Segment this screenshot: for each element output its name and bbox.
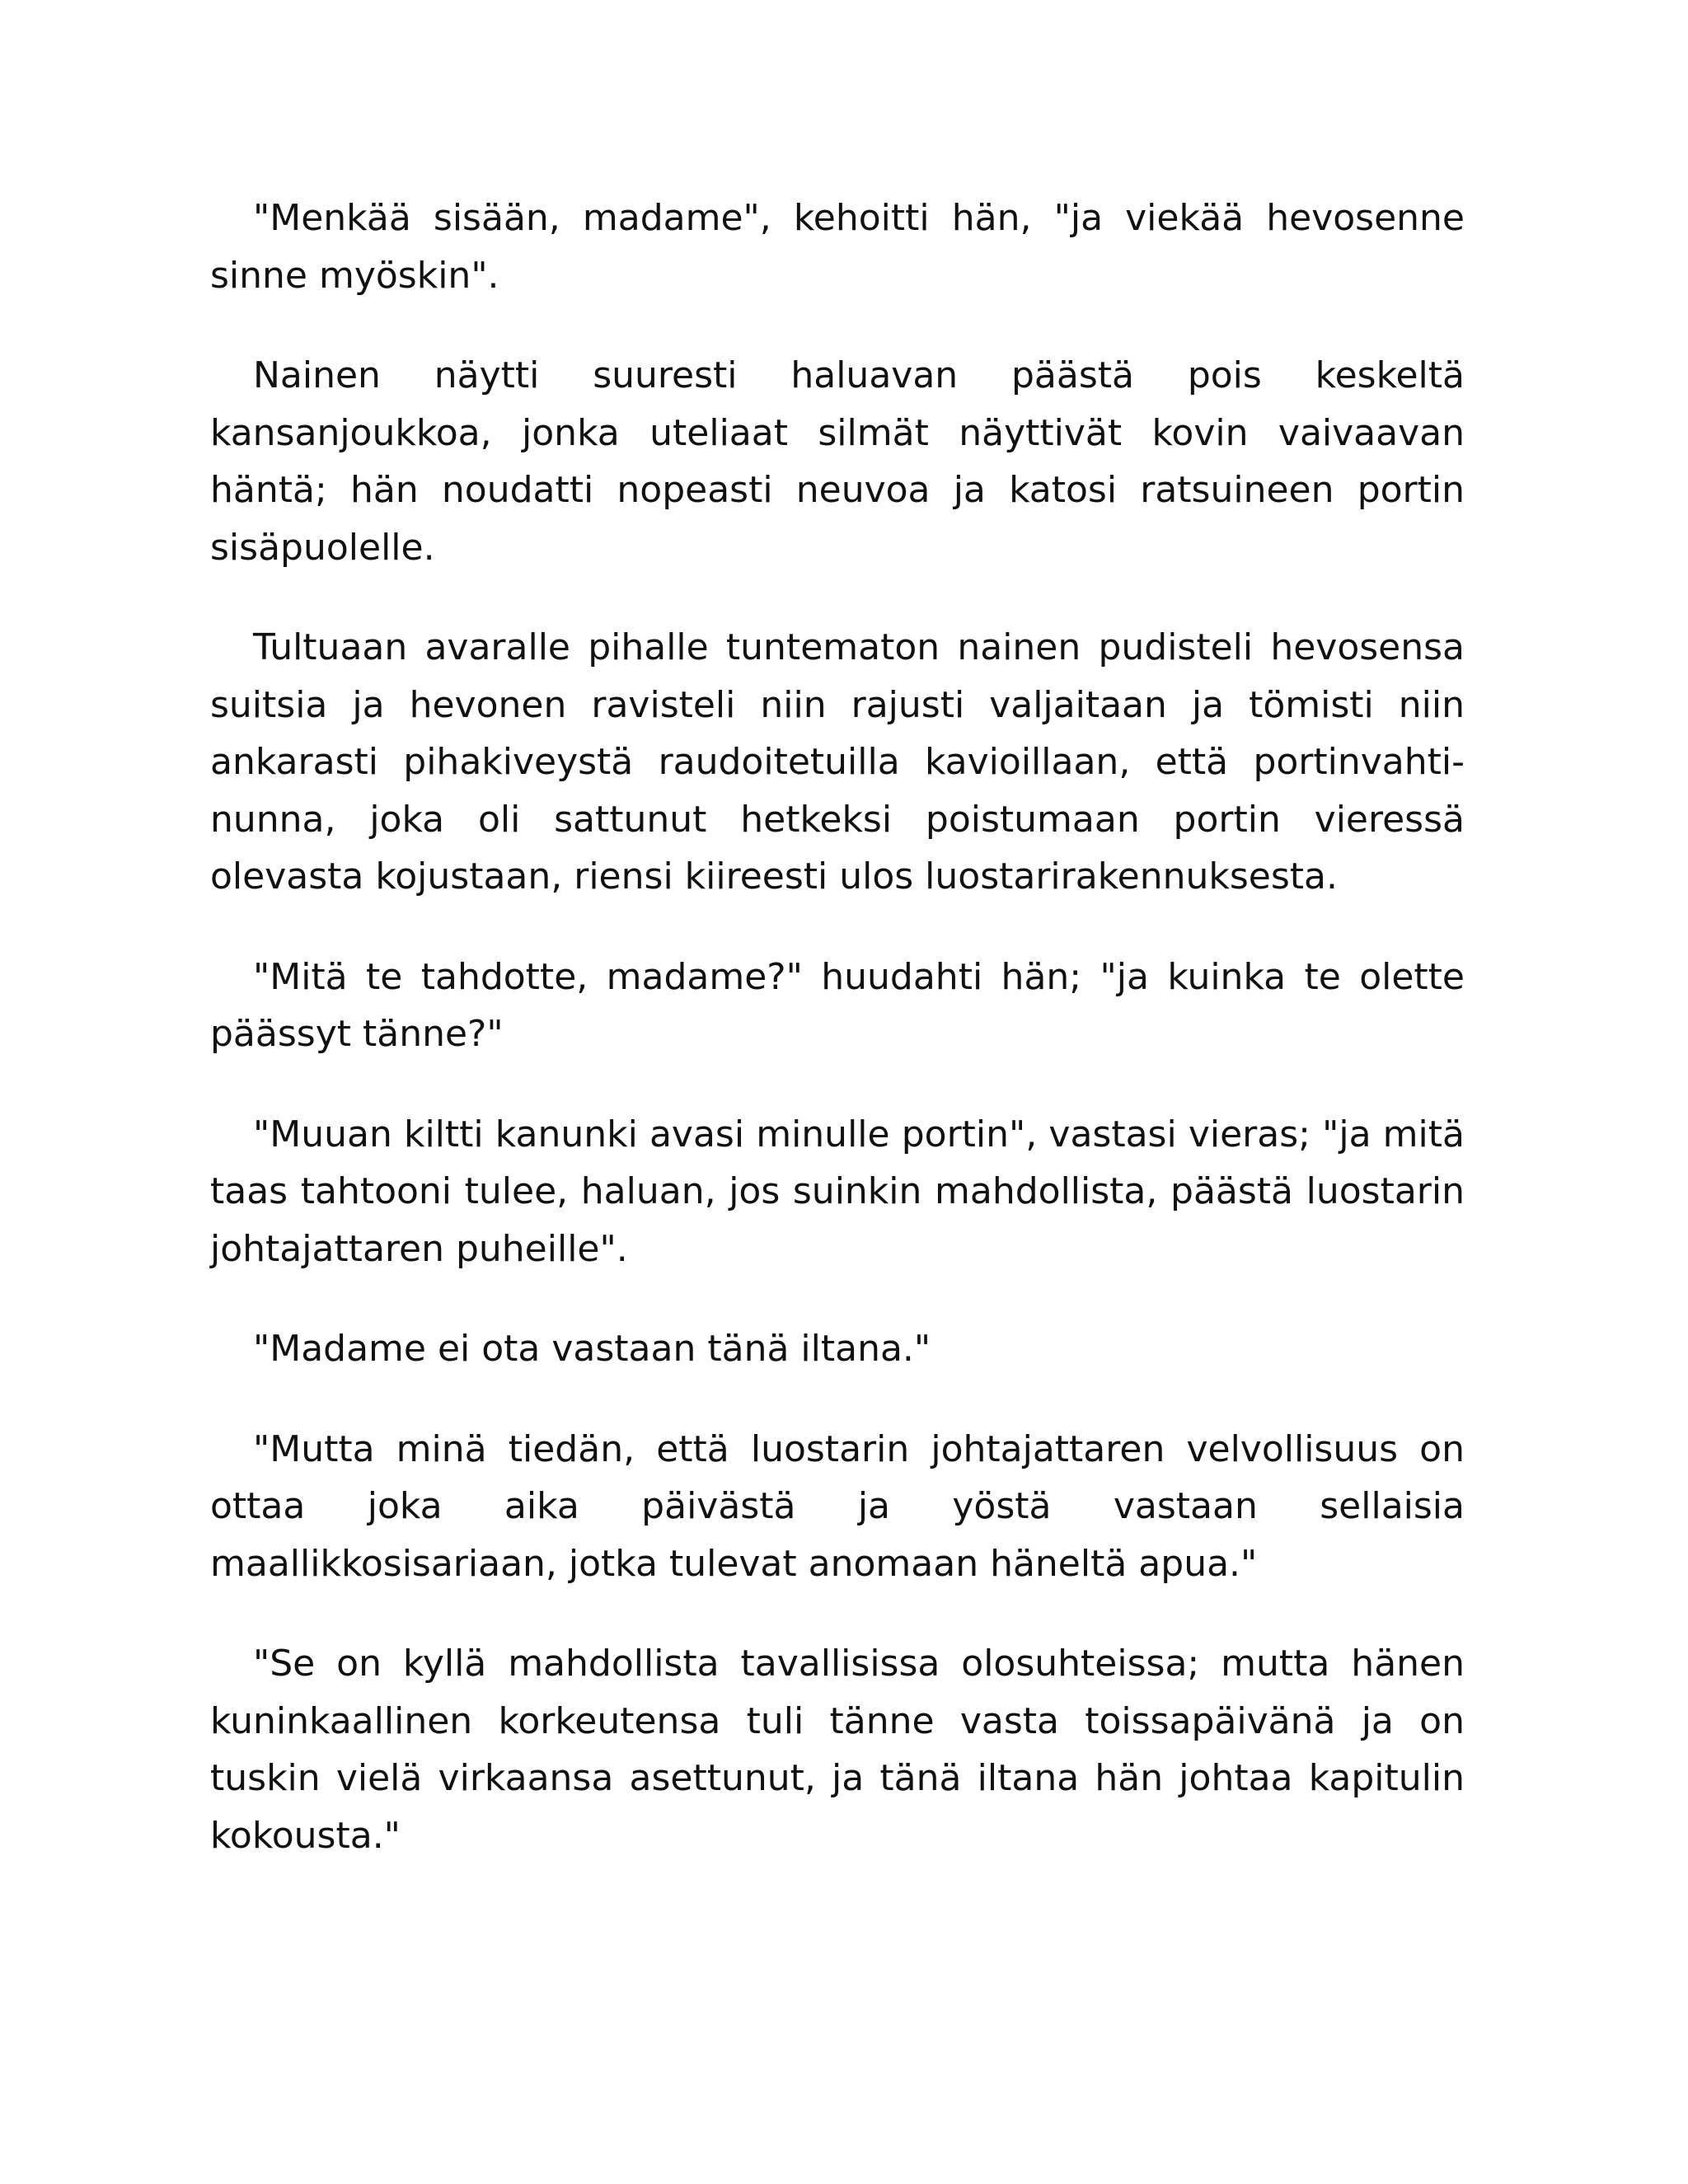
paragraph: Nainen näytti suuresti haluavan päästä pois keskeltä kansanjoukkoa, jonka uteliaat silmät näyttivät kovin vaivaavan häntä; hän noudatti nopeasti neuvoa ja katosi ratsuineen portin sisäpuolelle.: [210, 354, 1465, 569]
paragraph: "Se on kyllä mahdollista tavallisissa olosuhteissa; mutta hänen kuninkaallinen korkeutensa tuli tänne vasta toissapäivänä ja on tuskin vielä virkaansa asettunut, ja tänä iltana hän johtaa kapitulin kokousta.": [210, 1643, 1465, 1857]
paragraph: "Menkää sisään, madame", kehoitti hän, "ja viekää hevosenne sinne myöskin".: [210, 197, 1465, 297]
paragraph: "Muuan kiltti kanunki avasi minulle portin", vastasi vieras; "ja mitä taas tahtooni tulee, haluan, jos suinkin mahdollista, päästä luostarin johtajattaren puheille".: [210, 1113, 1465, 1270]
paragraph: "Madame ei ota vastaan tänä iltana.": [253, 1328, 931, 1370]
paragraph: "Mutta minä tiedän, että luostarin johtajattaren velvollisuus on ottaa joka aika päivästä ja yöstä vastaan sellaisia maallikkosisariaan, jotka tulevat anomaan häneltä apua.": [210, 1427, 1465, 1585]
paragraph: "Mitä te tahdotte, madame?" huudahti hän; "ja kuinka te olette päässyt tänne?": [210, 955, 1465, 1055]
document-page: [210, 190, 1465, 1907]
paragraph: Tultuaan avaralle pihalle tuntematon nainen pudisteli hevosensa suitsia ja hevonen ravisteli niin rajusti valjaitaan ja tömisti niin ankarasti pihakiveystä raudoitetuilla kavioillaan, että portinvahtinunna, joka oli sattunut hetkeksi poistumaan portin vieressä olevasta kojustaan, riensi kiireesti ulos luostarirakennuksesta.: [210, 626, 1465, 898]
